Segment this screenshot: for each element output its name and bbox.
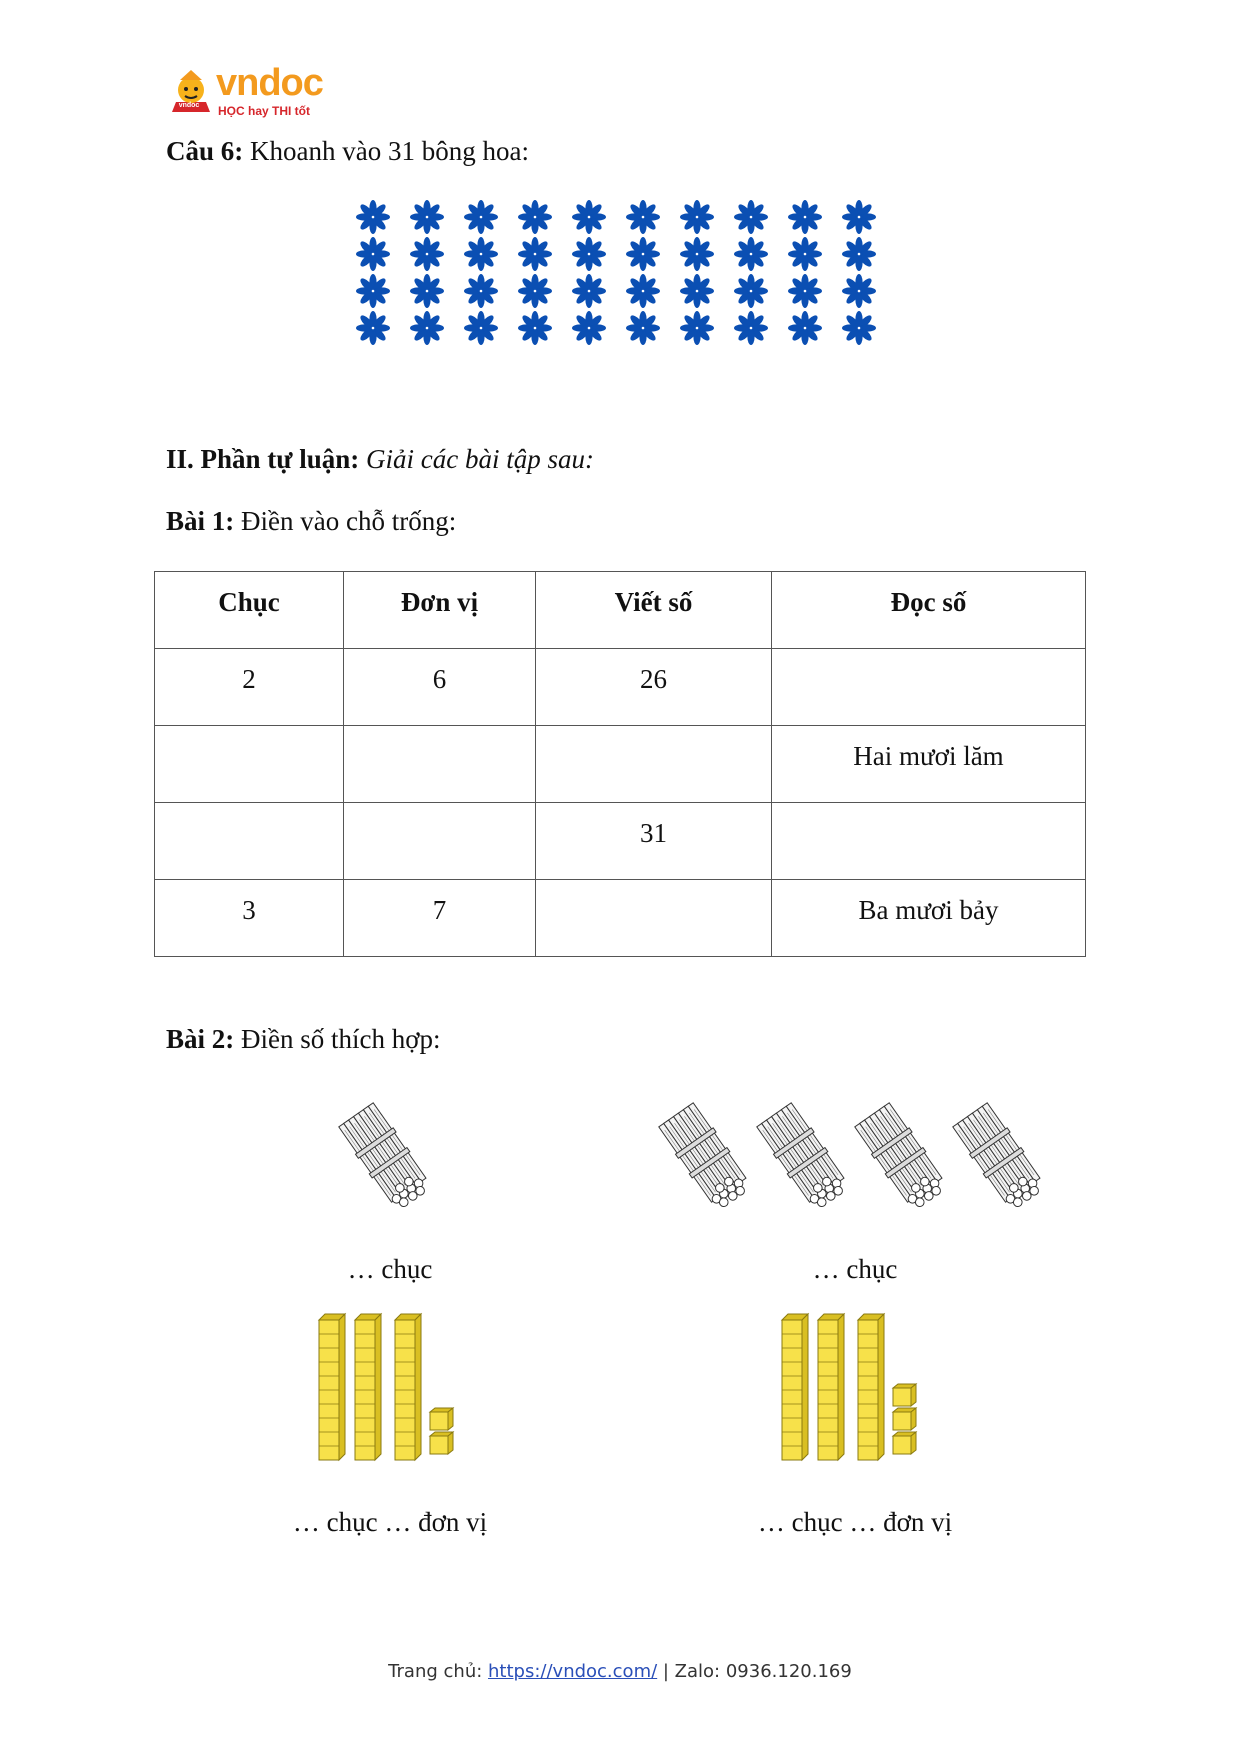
flower-icon[interactable]	[518, 200, 552, 234]
flower-icon[interactable]	[626, 200, 660, 234]
flower-icon[interactable]	[356, 200, 390, 234]
question-6	[166, 136, 529, 167]
ten-rod-icon	[395, 1314, 421, 1460]
flower-icon[interactable]	[734, 311, 768, 345]
logo-tagline: HỌC hay THI tốt	[218, 104, 310, 118]
flower-icon[interactable]	[410, 311, 444, 345]
stick-bundles-left	[330, 1098, 450, 1213]
header-doc-so: Đọc số	[772, 572, 1086, 649]
question-6-text: Khoanh vào 31 bông hoa:	[243, 136, 529, 166]
header-don-vi: Đơn vị	[344, 572, 536, 649]
table-cell[interactable]: Ba mươi bảy	[772, 880, 1086, 957]
flower-icon[interactable]	[356, 237, 390, 271]
table-cell[interactable]: 31	[536, 803, 772, 880]
flower-icon[interactable]	[464, 311, 498, 345]
flower-icon[interactable]	[788, 237, 822, 271]
footer-suffix: | Zalo: 0936.120.169	[657, 1661, 852, 1682]
header-viet-so: Viết số	[536, 572, 772, 649]
flower-icon[interactable]	[680, 200, 714, 234]
ten-rod-icon	[319, 1314, 345, 1460]
caption-blocks-right: … chục … đơn vị	[757, 1507, 953, 1537]
footer-home-link[interactable]: https://vndoc.com/	[488, 1661, 658, 1682]
table-row	[155, 880, 1086, 957]
flower-icon[interactable]	[518, 311, 552, 345]
stick-bundle-icon	[657, 1102, 754, 1213]
section-2-text: Giải các bài tập sau:	[359, 444, 594, 474]
flower-icon[interactable]	[572, 200, 606, 234]
flower-icon[interactable]	[788, 200, 822, 234]
flower-icon[interactable]	[572, 237, 606, 271]
logo-mascot-icon	[166, 68, 216, 118]
exercise-1-text: Điền vào chỗ trống:	[234, 506, 457, 536]
section-2-heading	[166, 444, 594, 475]
logo-badge: vndoc	[178, 102, 200, 109]
section-2-label: II. Phần tự luận:	[166, 444, 360, 474]
table-cell[interactable]	[772, 803, 1086, 880]
table-cell[interactable]	[155, 803, 344, 880]
caption-blocks-left: … chục … đơn vị	[292, 1507, 488, 1537]
number-table	[154, 571, 1086, 957]
table-cell[interactable]: 26	[536, 649, 772, 726]
flower-icon[interactable]	[626, 274, 660, 308]
unit-cube-icon	[893, 1432, 916, 1454]
flower-icon[interactable]	[626, 237, 660, 271]
flower-icon[interactable]	[464, 274, 498, 308]
table-row	[155, 803, 1086, 880]
flower-icon[interactable]	[410, 200, 444, 234]
stick-bundle-icon	[337, 1102, 434, 1213]
flower-icon[interactable]	[842, 200, 876, 234]
stick-bundle-icon	[853, 1102, 950, 1213]
exercise-2-text: Điền số thích hợp:	[234, 1024, 441, 1054]
question-6-label: Câu 6:	[166, 136, 244, 166]
table-cell[interactable]: 3	[155, 880, 344, 957]
flower-icon[interactable]	[680, 311, 714, 345]
flower-icon[interactable]	[410, 274, 444, 308]
caption-bundles-left: … chục	[347, 1254, 433, 1284]
logo-word: vndoc	[216, 62, 323, 104]
table-cell[interactable]	[344, 726, 536, 803]
flower-icon[interactable]	[842, 311, 876, 345]
flower-icon[interactable]	[626, 311, 660, 345]
unit-cube-icon	[430, 1432, 453, 1454]
table-cell[interactable]: 7	[344, 880, 536, 957]
flower-icon[interactable]	[572, 311, 606, 345]
table-row	[155, 649, 1086, 726]
flower-grid	[355, 200, 905, 350]
unit-cube-icon	[893, 1408, 916, 1430]
table-cell[interactable]: Hai mươi lăm	[772, 726, 1086, 803]
table-header-row	[155, 572, 1086, 649]
flower-icon[interactable]	[842, 274, 876, 308]
table-cell[interactable]: 2	[155, 649, 344, 726]
ten-rod-icon	[782, 1314, 808, 1460]
unit-cube-icon	[430, 1408, 453, 1430]
flower-icon[interactable]	[518, 237, 552, 271]
table-cell[interactable]	[536, 880, 772, 957]
flower-icon[interactable]	[734, 200, 768, 234]
unit-cube-icon	[893, 1384, 916, 1406]
base-ten-blocks-right	[778, 1310, 938, 1475]
base-ten-blocks-left	[315, 1310, 475, 1475]
table-cell[interactable]	[772, 649, 1086, 726]
table-cell[interactable]	[536, 726, 772, 803]
caption-bundles-right: … chục	[812, 1254, 898, 1284]
exercise-2-label: Bài 2:	[166, 1024, 235, 1054]
flower-icon[interactable]	[464, 237, 498, 271]
flower-icon[interactable]	[842, 237, 876, 271]
ten-rod-icon	[818, 1314, 844, 1460]
vndoc-logo	[166, 62, 326, 124]
flower-icon[interactable]	[464, 200, 498, 234]
flower-icon[interactable]	[788, 311, 822, 345]
table-cell[interactable]: 6	[344, 649, 536, 726]
flower-icon[interactable]	[788, 274, 822, 308]
table-row	[155, 726, 1086, 803]
flower-icon[interactable]	[680, 237, 714, 271]
table-cell[interactable]	[344, 803, 536, 880]
header-chuc: Chục	[155, 572, 344, 649]
exercise-1-label: Bài 1:	[166, 506, 235, 536]
stick-bundle-icon	[755, 1102, 852, 1213]
flower-icon[interactable]	[734, 274, 768, 308]
ten-rod-icon	[355, 1314, 381, 1460]
footer-prefix: Trang chủ:	[388, 1661, 489, 1682]
flower-icon[interactable]	[518, 274, 552, 308]
stick-bundle-icon	[951, 1102, 1048, 1213]
exercise-1-heading	[166, 506, 456, 537]
flower-icon[interactable]	[680, 274, 714, 308]
flower-icon[interactable]	[356, 311, 390, 345]
stick-bundles-right	[650, 1098, 1060, 1213]
table-cell[interactable]	[155, 726, 344, 803]
flower-icon[interactable]	[410, 237, 444, 271]
flower-icon[interactable]	[572, 274, 606, 308]
flower-icon[interactable]	[356, 274, 390, 308]
exercise-2-heading	[166, 1024, 441, 1055]
ten-rod-icon	[858, 1314, 884, 1460]
flower-icon[interactable]	[734, 237, 768, 271]
page-footer	[0, 1661, 1240, 1682]
